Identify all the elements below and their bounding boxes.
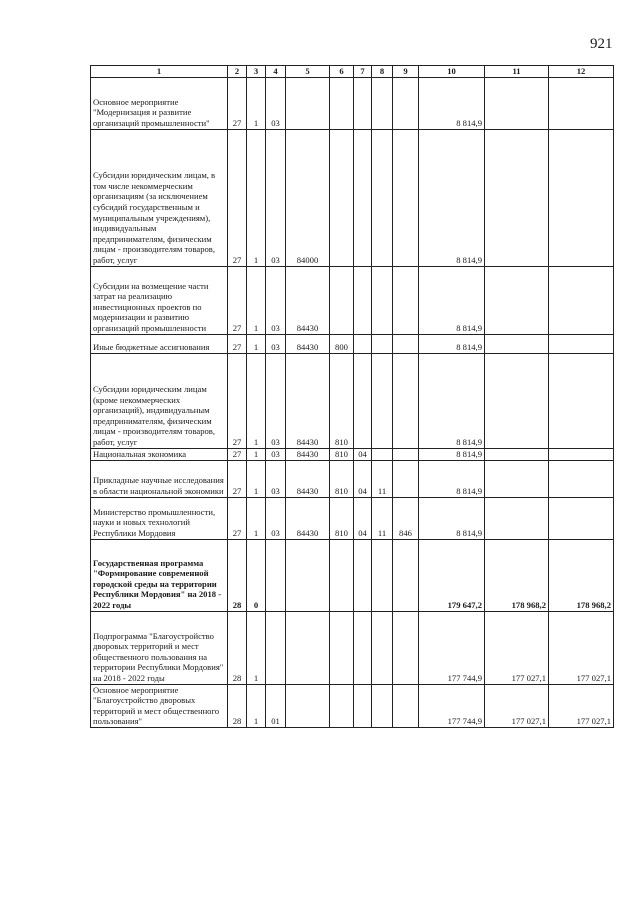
table-row (91, 129, 614, 266)
row-value-cell (372, 448, 393, 460)
row-name-cell: Прикладные научные исследования в области национальной экономики (91, 460, 228, 497)
table-row (91, 448, 614, 460)
column-header: 4 (266, 66, 286, 78)
row-value-cell (330, 77, 354, 129)
column-header: 1 (91, 66, 228, 78)
row-value-cell: 8 814,9 (419, 460, 485, 497)
row-value-cell: 1 (247, 460, 266, 497)
column-header: 5 (286, 66, 330, 78)
row-value-cell: 1 (247, 684, 266, 727)
table-row (91, 460, 614, 497)
row-name-cell: Национальная экономика (91, 448, 228, 460)
row-value-cell: 1 (247, 266, 266, 334)
row-value-cell: 27 (228, 334, 247, 353)
row-value-cell: 28 (228, 684, 247, 727)
table-row (91, 497, 614, 539)
row-value-cell: 28 (228, 611, 247, 684)
page-number: 921 (590, 36, 613, 52)
row-value-cell (393, 448, 419, 460)
row-value-cell: 84430 (286, 334, 330, 353)
row-value-cell: 27 (228, 353, 247, 448)
table-row (91, 266, 614, 334)
row-value-cell (354, 266, 372, 334)
table-row (91, 611, 614, 684)
row-value-cell: 03 (266, 353, 286, 448)
row-value-cell (549, 77, 614, 129)
row-value-cell (372, 353, 393, 448)
row-value-cell: 177 027,1 (549, 684, 614, 727)
row-value-cell (393, 353, 419, 448)
row-value-cell: 03 (266, 129, 286, 266)
column-header: 11 (485, 66, 549, 78)
row-value-cell (393, 129, 419, 266)
row-value-cell: 27 (228, 129, 247, 266)
row-value-cell (393, 266, 419, 334)
row-value-cell (549, 334, 614, 353)
row-value-cell (393, 77, 419, 129)
row-name-cell: Государственная программа "Формирование современной городской среды на территории Республики Мордовия" на 2018 - 2022 годы (91, 539, 228, 611)
row-value-cell: 84430 (286, 353, 330, 448)
table-row (91, 684, 614, 727)
row-value-cell: 177 027,1 (485, 684, 549, 727)
budget-table (90, 65, 614, 728)
row-value-cell (393, 460, 419, 497)
row-value-cell (372, 129, 393, 266)
column-header: 6 (330, 66, 354, 78)
row-value-cell: 27 (228, 460, 247, 497)
row-value-cell (485, 77, 549, 129)
row-value-cell (266, 611, 286, 684)
row-value-cell: 177 744,9 (419, 684, 485, 727)
row-value-cell (330, 684, 354, 727)
column-header: 9 (393, 66, 419, 78)
row-value-cell (549, 448, 614, 460)
row-value-cell (372, 77, 393, 129)
row-value-cell (549, 460, 614, 497)
row-value-cell (372, 611, 393, 684)
row-value-cell: 84430 (286, 448, 330, 460)
column-header: 7 (354, 66, 372, 78)
row-value-cell: 1 (247, 448, 266, 460)
row-value-cell: 800 (330, 334, 354, 353)
row-name-cell: Иные бюджетные ассигнования (91, 334, 228, 353)
row-value-cell (286, 611, 330, 684)
row-value-cell: 27 (228, 448, 247, 460)
row-value-cell (485, 497, 549, 539)
row-value-cell: 177 744,9 (419, 611, 485, 684)
row-value-cell: 8 814,9 (419, 497, 485, 539)
row-value-cell (354, 684, 372, 727)
row-value-cell (372, 539, 393, 611)
row-value-cell (330, 611, 354, 684)
row-value-cell: 1 (247, 611, 266, 684)
column-header: 12 (549, 66, 614, 78)
row-value-cell: 03 (266, 266, 286, 334)
row-value-cell: 810 (330, 448, 354, 460)
row-value-cell (354, 334, 372, 353)
row-value-cell: 03 (266, 77, 286, 129)
row-name-cell: Подпрограмма "Благоустройство дворовых территорий и мест общественного пользования на территории Республики Мордовия" на 2018 - 2022 годы (91, 611, 228, 684)
row-value-cell (393, 611, 419, 684)
row-value-cell (393, 684, 419, 727)
row-value-cell: 03 (266, 448, 286, 460)
row-value-cell (372, 266, 393, 334)
row-value-cell (266, 539, 286, 611)
row-value-cell: 846 (393, 497, 419, 539)
column-header: 3 (247, 66, 266, 78)
row-value-cell (485, 334, 549, 353)
row-value-cell: 8 814,9 (419, 448, 485, 460)
table-row (91, 353, 614, 448)
table-row (91, 539, 614, 611)
row-value-cell: 04 (354, 497, 372, 539)
row-value-cell: 1 (247, 77, 266, 129)
row-value-cell (286, 684, 330, 727)
row-value-cell (549, 129, 614, 266)
row-value-cell (549, 266, 614, 334)
row-value-cell (354, 77, 372, 129)
row-value-cell: 1 (247, 353, 266, 448)
row-value-cell: 178 968,2 (549, 539, 614, 611)
row-value-cell (372, 684, 393, 727)
row-value-cell (354, 539, 372, 611)
row-value-cell (485, 129, 549, 266)
row-name-cell: Министерство промышленности, науки и новых технологий Республики Мордовия (91, 497, 228, 539)
row-value-cell: 84430 (286, 460, 330, 497)
row-value-cell: 179 647,2 (419, 539, 485, 611)
row-value-cell (286, 77, 330, 129)
row-value-cell: 84000 (286, 129, 330, 266)
row-value-cell (354, 611, 372, 684)
row-value-cell: 177 027,1 (485, 611, 549, 684)
row-value-cell: 84430 (286, 266, 330, 334)
row-value-cell (485, 353, 549, 448)
row-value-cell (485, 266, 549, 334)
row-value-cell: 01 (266, 684, 286, 727)
row-value-cell: 04 (354, 448, 372, 460)
row-value-cell: 84430 (286, 497, 330, 539)
row-value-cell: 178 968,2 (485, 539, 549, 611)
row-value-cell: 810 (330, 460, 354, 497)
row-value-cell: 8 814,9 (419, 353, 485, 448)
row-value-cell (393, 334, 419, 353)
row-value-cell (354, 129, 372, 266)
row-value-cell (485, 448, 549, 460)
row-value-cell: 03 (266, 334, 286, 353)
row-value-cell (354, 353, 372, 448)
row-name-cell: Субсидии юридическим лицам, в том числе некоммерческим организациям (за исключением субсидий государственным и муниципальным учреждениям), индивидуальным предпринимателям, физическим лицам - производителям товаров, работ, услуг (91, 129, 228, 266)
table-header-row (91, 66, 614, 78)
row-value-cell (330, 539, 354, 611)
row-value-cell: 1 (247, 334, 266, 353)
row-value-cell: 8 814,9 (419, 266, 485, 334)
row-value-cell: 03 (266, 460, 286, 497)
row-name-cell: Субсидии юридическим лицам (кроме некоммерческих организаций), индивидуальным предпринимателям, физическим лицам - производителям товаров, работ, услуг (91, 353, 228, 448)
table-row (91, 77, 614, 129)
row-value-cell (330, 266, 354, 334)
row-value-cell: 1 (247, 497, 266, 539)
column-header: 10 (419, 66, 485, 78)
row-value-cell: 28 (228, 539, 247, 611)
table-row (91, 334, 614, 353)
column-header: 2 (228, 66, 247, 78)
row-value-cell: 11 (372, 497, 393, 539)
row-name-cell: Основное мероприятие "Модернизация и развитие организаций промышленности" (91, 77, 228, 129)
row-value-cell: 810 (330, 497, 354, 539)
row-name-cell: Субсидии на возмещение части затрат на реализацию инвестиционных проектов по модернизации и развитию организаций промышленности (91, 266, 228, 334)
row-value-cell (286, 539, 330, 611)
row-value-cell (393, 539, 419, 611)
row-value-cell (372, 334, 393, 353)
row-name-cell: Основное мероприятие "Благоустройство дворовых территорий и мест общественного пользования" (91, 684, 228, 727)
row-value-cell (485, 460, 549, 497)
row-value-cell: 8 814,9 (419, 334, 485, 353)
row-value-cell: 03 (266, 497, 286, 539)
row-value-cell: 810 (330, 353, 354, 448)
row-value-cell (549, 353, 614, 448)
column-header: 8 (372, 66, 393, 78)
row-value-cell (549, 497, 614, 539)
row-value-cell: 8 814,9 (419, 129, 485, 266)
row-value-cell: 27 (228, 266, 247, 334)
row-value-cell: 8 814,9 (419, 77, 485, 129)
row-value-cell: 11 (372, 460, 393, 497)
row-value-cell (330, 129, 354, 266)
row-value-cell: 27 (228, 77, 247, 129)
row-value-cell: 0 (247, 539, 266, 611)
row-value-cell: 177 027,1 (549, 611, 614, 684)
row-value-cell: 04 (354, 460, 372, 497)
row-value-cell: 27 (228, 497, 247, 539)
row-value-cell: 1 (247, 129, 266, 266)
